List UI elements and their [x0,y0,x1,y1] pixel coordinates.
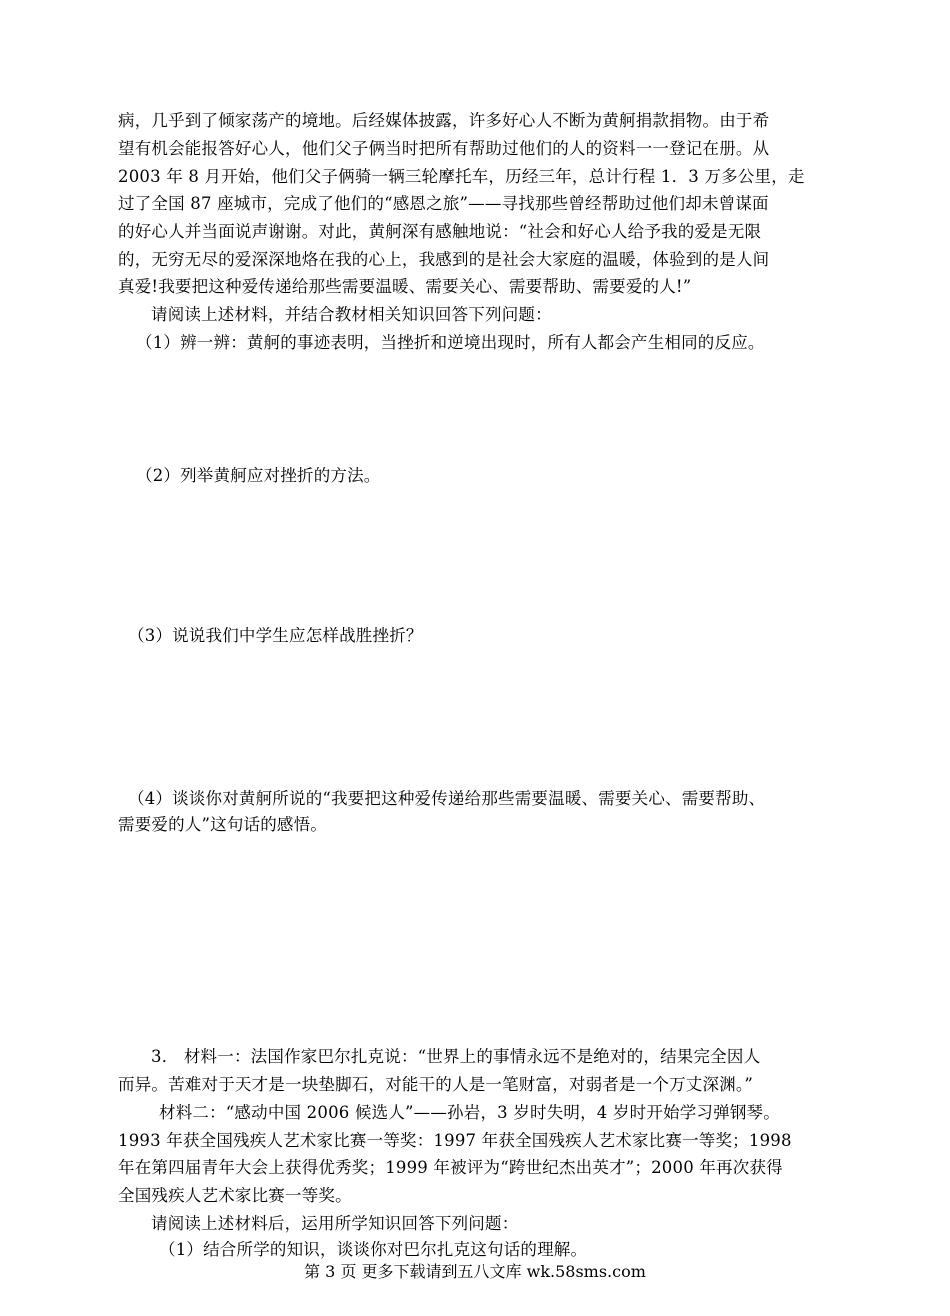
passage-line: 望有机会能报答好心人，他们父子俩当时把所有帮助过他们的人的资料一一登记在册。从 [118,139,770,158]
material-2-line: 材料二：“感动中国 2006 候选人”——孙岩，3 岁时失明，4 岁时开始学习弹钢琴。 [159,1103,780,1122]
passage-line: 的，无穷无尽的爱深深地烙在我的心上，我感到的是社会大家庭的温暖，体验到的是人间 [118,250,770,269]
material-2-line: 1993 年获全国残疾人艺术家比赛一等奖：1997 年获全国残疾人艺术家比赛一等奖；1998 [118,1131,792,1150]
question-1: （1）辨一辨：黄舸的事迹表明，当挫折和逆境出现时，所有人都会产生相同的反应。 [136,333,765,352]
question-5: （1）结合所学的知识，谈谈你对巴尔扎克这句话的理解。 [159,1240,588,1259]
question-4-line: 需要爱的人”这句话的感悟。 [118,815,328,834]
instruction-text: 请阅读上述材料，并结合教材相关知识回答下列问题： [151,305,552,324]
question-3: （3）说说我们中学生应怎样战胜挫折？ [128,626,423,645]
material-1-line: 而异。苦难对于天才是一块垫脚石，对能干的人是一笔财富，对弱者是一个万丈深渊。” [118,1075,753,1094]
material-1-line: 3． 材料一：法国作家巴尔扎克说：“世界上的事情永远不是绝对的，结果完全因人 [151,1047,761,1066]
passage-line: 的好心人并当面说声谢谢。对此，黄舸深有感触地说：“社会和好心人给予我的爱是无限 [118,222,762,241]
passage-line: 病，几乎到了倾家荡产的境地。后经媒体披露，许多好心人不断为黄舸捐款捐物。由于希 [118,111,770,130]
material-2-line: 年在第四届青年大会上获得优秀奖；1999 年被评为“跨世纪杰出英才”；2000 年再次获得 [118,1158,783,1177]
question-2: （2）列举黄舸应对挫折的方法。 [136,466,381,485]
passage-line: 真爱!我要把这种爱传递给那些需要温暖、需要关心、需要帮助、需要爱的人!” [118,277,692,296]
question-4-line: （4）谈谈你对黄舸所说的“我要把这种爱传递给那些需要温暖、需要关心、需要帮助、 [128,789,766,808]
page-footer: 第 3 页 更多下载请到五八文库 wk.58sms.com [304,1262,646,1281]
passage-line: 过了全国 87 座城市，完成了他们的“感恩之旅”——寻找那些曾经帮助过他们却未曾谋面 [118,194,769,213]
passage-line: 2003 年 8 月开始，他们父子俩骑一辆三轮摩托车，历经三年，总计行程 1．3 万多公里，走 [118,167,805,186]
instruction-text: 请阅读上述材料后，运用所学知识回答下列问题： [151,1214,519,1233]
material-2-line: 全国残疾人艺术家比赛一等奖。 [118,1186,352,1205]
